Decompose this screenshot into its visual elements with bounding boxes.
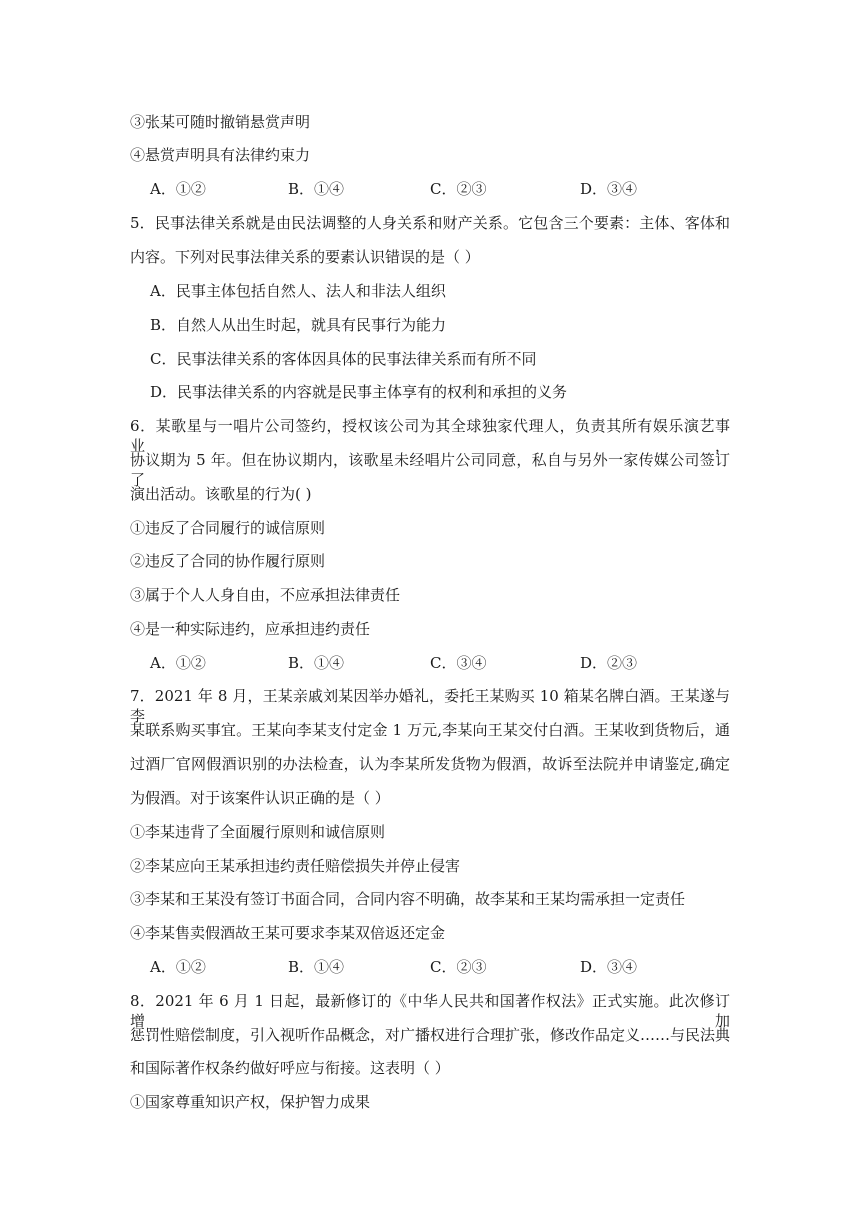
q8-stem-line-2: 惩罚性赔偿制度，引入视听作品概念，对广播权进行合理扩张，修改作品定义……与民法典 bbox=[130, 1026, 731, 1044]
q7-stem-line-2: 某联系购买事宜。王某向李某支付定金 1 万元,李某向王某交付白酒。王某收到货物后，通 bbox=[130, 721, 730, 739]
q7-statement-1: ①李某违背了全面履行原则和诚信原则 bbox=[130, 823, 386, 841]
q7-choice-d: D．③④ bbox=[580, 958, 638, 976]
q4-statement-3: ③张某可随时撤销悬赏声明 bbox=[130, 113, 311, 131]
q6-stem-line-3: 演出活动。该歌星的行为( ) bbox=[130, 485, 312, 503]
q5-stem-line-1: 5．民事法律关系就是由民法调整的人身关系和财产关系。它包含三个要素：主体、客体和 bbox=[130, 214, 730, 232]
q6-statement-1: ①违反了合同履行的诚信原则 bbox=[130, 519, 326, 537]
q4-choice-d: D．③④ bbox=[580, 180, 638, 198]
q7-stem-line-1: 7．2021 年 8 月，王某亲戚刘某因举办婚礼，委托王某购买 10 箱某名牌白酒。王某遂与李 bbox=[130, 687, 730, 725]
q5-stem-line-2: 内容。下列对民事法律关系的要素认识错误的是（ ） bbox=[130, 248, 480, 266]
q5-option-c: C．民事法律关系的客体因具体的民事法律关系而有所不同 bbox=[150, 350, 537, 368]
q5-option-d: D．民事法律关系的内容就是民事主体享有的权利和承担的义务 bbox=[150, 383, 568, 401]
q6-choice-b: B．①④ bbox=[288, 654, 345, 672]
q6-stem-line-2: 协议期为 5 年。但在协议期内，该歌星未经唱片公司同意，私自与另外一家传媒公司签订了 bbox=[130, 451, 730, 489]
q7-statement-4: ④李某售卖假酒故王某可要求李某双倍返还定金 bbox=[130, 924, 446, 942]
q6-stem-line-1: 6．某歌星与一唱片公司签约，授权该公司为其全球独家代理人，负责其所有娱乐演艺事业， bbox=[130, 417, 730, 455]
q5-option-a: A．民事主体包括自然人、法人和非法人组织 bbox=[150, 282, 446, 300]
q6-statement-3: ③属于个人人身自由，不应承担法律责任 bbox=[130, 586, 401, 604]
q7-choice-a: A．①② bbox=[150, 958, 206, 976]
q4-statement-4: ④悬赏声明具有法律约束力 bbox=[130, 146, 311, 164]
q7-statement-2: ②李某应向王某承担违约责任赔偿损失并停止侵害 bbox=[130, 857, 461, 875]
q7-stem-line-4: 为假酒。对于该案件认识正确的是（ ） bbox=[130, 789, 390, 807]
q8-statement-1: ①国家尊重知识产权，保护智力成果 bbox=[130, 1093, 371, 1111]
q4-choice-c: C．②③ bbox=[430, 180, 487, 198]
q7-choice-c: C．②③ bbox=[430, 958, 487, 976]
q7-statement-3: ③李某和王某没有签订书面合同，合同内容不明确，故李某和王某均需承担一定责任 bbox=[130, 890, 686, 908]
q6-statement-2: ②违反了合同的协作履行原则 bbox=[130, 552, 326, 570]
q6-choice-d: D．②③ bbox=[580, 654, 638, 672]
q6-choice-c: C．③④ bbox=[430, 654, 487, 672]
q7-stem-line-3: 过酒厂官网假酒识别的办法检查，认为李某所发货物为假酒，故诉至法院并申请鉴定,确定 bbox=[130, 755, 730, 773]
q8-stem-line-3: 和国际著作权条约做好呼应与衔接。这表明（ ） bbox=[130, 1059, 450, 1077]
q4-choice-a: A．①② bbox=[150, 180, 206, 198]
q8-stem-line-1: 8．2021 年 6 月 1 日起，最新修订的《中华人民共和国著作权法》正式实施。此次修订增加 bbox=[130, 992, 730, 1030]
q5-option-b: B．自然人从出生时起，就具有民事行为能力 bbox=[150, 316, 447, 334]
q6-choice-a: A．①② bbox=[150, 654, 206, 672]
q6-statement-4: ④是一种实际违约，应承担违约责任 bbox=[130, 620, 371, 638]
q4-choice-b: B．①④ bbox=[288, 180, 345, 198]
q7-choice-b: B．①④ bbox=[288, 958, 345, 976]
